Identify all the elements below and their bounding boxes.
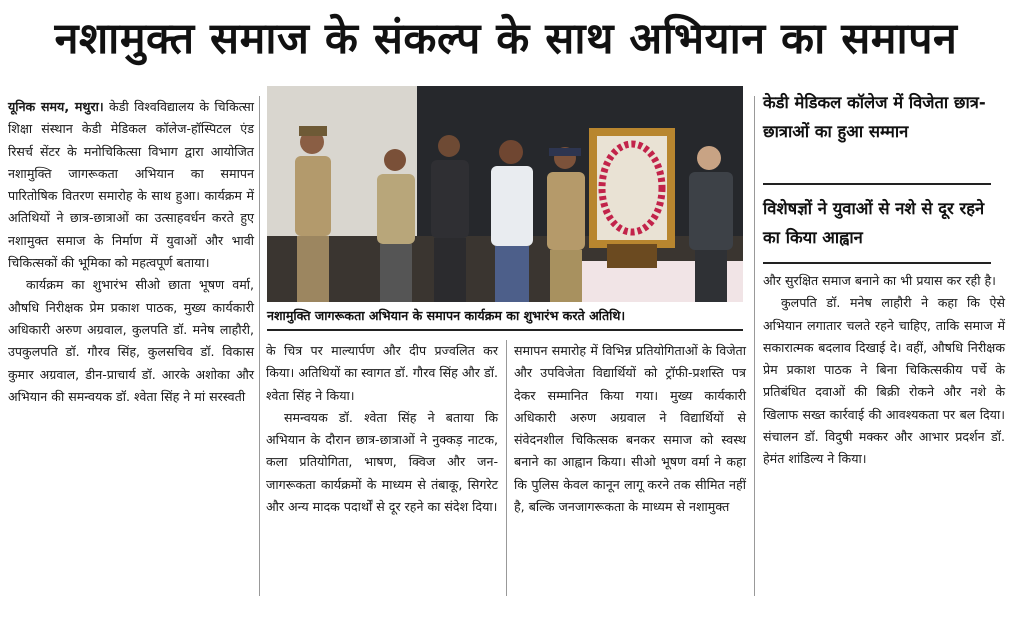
paragraph: के चित्र पर माल्यार्पण और दीप प्रज्वलित कर किया। अतिथियों का स्वागत डॉ. गौरव सिंह और डॉ. श्वेता सिंह ने किया।: [266, 343, 498, 403]
headline: नशामुक्त समाज के संकल्प के साथ अभियान का समापन: [54, 14, 958, 64]
paragraph: कार्यक्रम का शुभारंभ सीओ छाता भूषण वर्मा, औषधि निरीक्षक प्रेम प्रकाश पाठक, मुख्य कार्यकारी अधिकारी अरुण अग्रवाल, कुलपति डॉ. मनेष लाहौरी, उपकुलपति डॉ. गौरव सिंह, कुलसचिव डॉ. विकास कुमार अग्रवाल, डीन-प्राचार्य डॉ. आरके अशोका और अभियान की समन्वयक डॉ. श्वेता सिंह ने मां सरस्वती: [8, 277, 254, 404]
column-divider: [259, 96, 260, 596]
side-heading-divider: [763, 262, 991, 264]
paragraph: समन्वयक डॉ. श्वेता सिंह ने बताया कि अभियान के दौरान छात्र-छात्राओं ने नुक्कड़ नाटक, कला प्रतियोगिता, भाषण, क्विज और जन-जागरूकता कार्यक्रमों के माध्यम से तंबाकू, सिगरेट और अन्य मादक पदार्थों से दूर रहने का संदेश दिया।: [266, 409, 498, 515]
column-divider: [754, 96, 755, 596]
article-column-3: [514, 340, 746, 518]
side-heading-divider: [763, 183, 991, 185]
paragraph: समापन समारोह में विभिन्न प्रतियोगिताओं के विजेता और उपविजेता विद्यार्थियों को ट्रॉफी-प्रशस्ति पत्र देकर सम्मानित किया गया। मुख्य कार्यकारी अधिकारी अरुण अग्रवाल ने विद्यार्थियों से संवेदनशील चिकित्सक बनकर समाज को स्वस्थ बनाने का आह्वान किया। सीओ भूषण वर्मा ने कहा कि पुलिस केवल कानून लागू करने तक सीमित नहीं है, बल्कि जनजागरूकता के माध्यम से नशामुक्त: [514, 343, 746, 515]
dateline: यूनिक समय, मथुरा।: [8, 99, 104, 114]
article-column-2: [266, 340, 498, 518]
paragraph: [8, 96, 254, 274]
side-heading: केडी मेडिकल कॉलेज में विजेता छात्र-छात्राओं का हुआ सम्मान: [763, 93, 986, 141]
column-divider: [506, 340, 507, 596]
article-column-4: [763, 270, 1005, 471]
article-column-1: [8, 96, 254, 408]
photo-caption: नशामुक्ति जागरूकता अभियान के समापन कार्यक्रम का शुभारंभ करते अतिथि।: [267, 308, 626, 323]
caption-divider: [267, 329, 743, 331]
paragraph: कुलपति डॉ. मनेष लाहौरी ने कहा कि ऐसे अभियान लगातार चलते रहने चाहिए, ताकि समाज में सकारात्मक बदलाव दिखाई दे। वहीं, औषधि निरीक्षक प्रेम प्रकाश पाठक ने बिना चिकित्सकीय पर्चे के प्रतिबंधित दवाओं की बिक्री रोकने और नशे के खिलाफ सख्त कार्रवाई की आवश्यकता पर बल दिया। संचालन डॉ. विदुषी मक्कर और आभार प्रदर्शन डॉ. हेमंत शांडिल्य ने किया।: [763, 295, 1005, 467]
side-heading: विशेषज्ञों ने युवाओं से नशे से दूर रहने का किया आह्वान: [763, 199, 985, 247]
paragraph-text: केडी विश्वविद्यालय के चिकित्सा शिक्षा संस्थान केडी मेडिकल कॉलेज-हॉस्पिटल एंड रिसर्च सेंटर के मनोचिकित्सा विभाग द्वारा आयोजित नशामुक्ति जागरूकता अभियान का समापन पारितोषिक वितरण समारोह के साथ हुआ। कार्यक्रम में अतिथियों ने छात्र-छात्राओं का उत्साहवर्धन करते हुए नशामुक्त समाज के निर्माण में युवाओं और भावी चिकित्सकों की भूमिका को महत्वपूर्ण बताया।: [8, 99, 254, 271]
event-photo-illustration: [267, 86, 743, 302]
paragraph: और सुरक्षित समाज बनाने का भी प्रयास कर रही है।: [763, 273, 996, 288]
event-photo: [267, 86, 743, 302]
